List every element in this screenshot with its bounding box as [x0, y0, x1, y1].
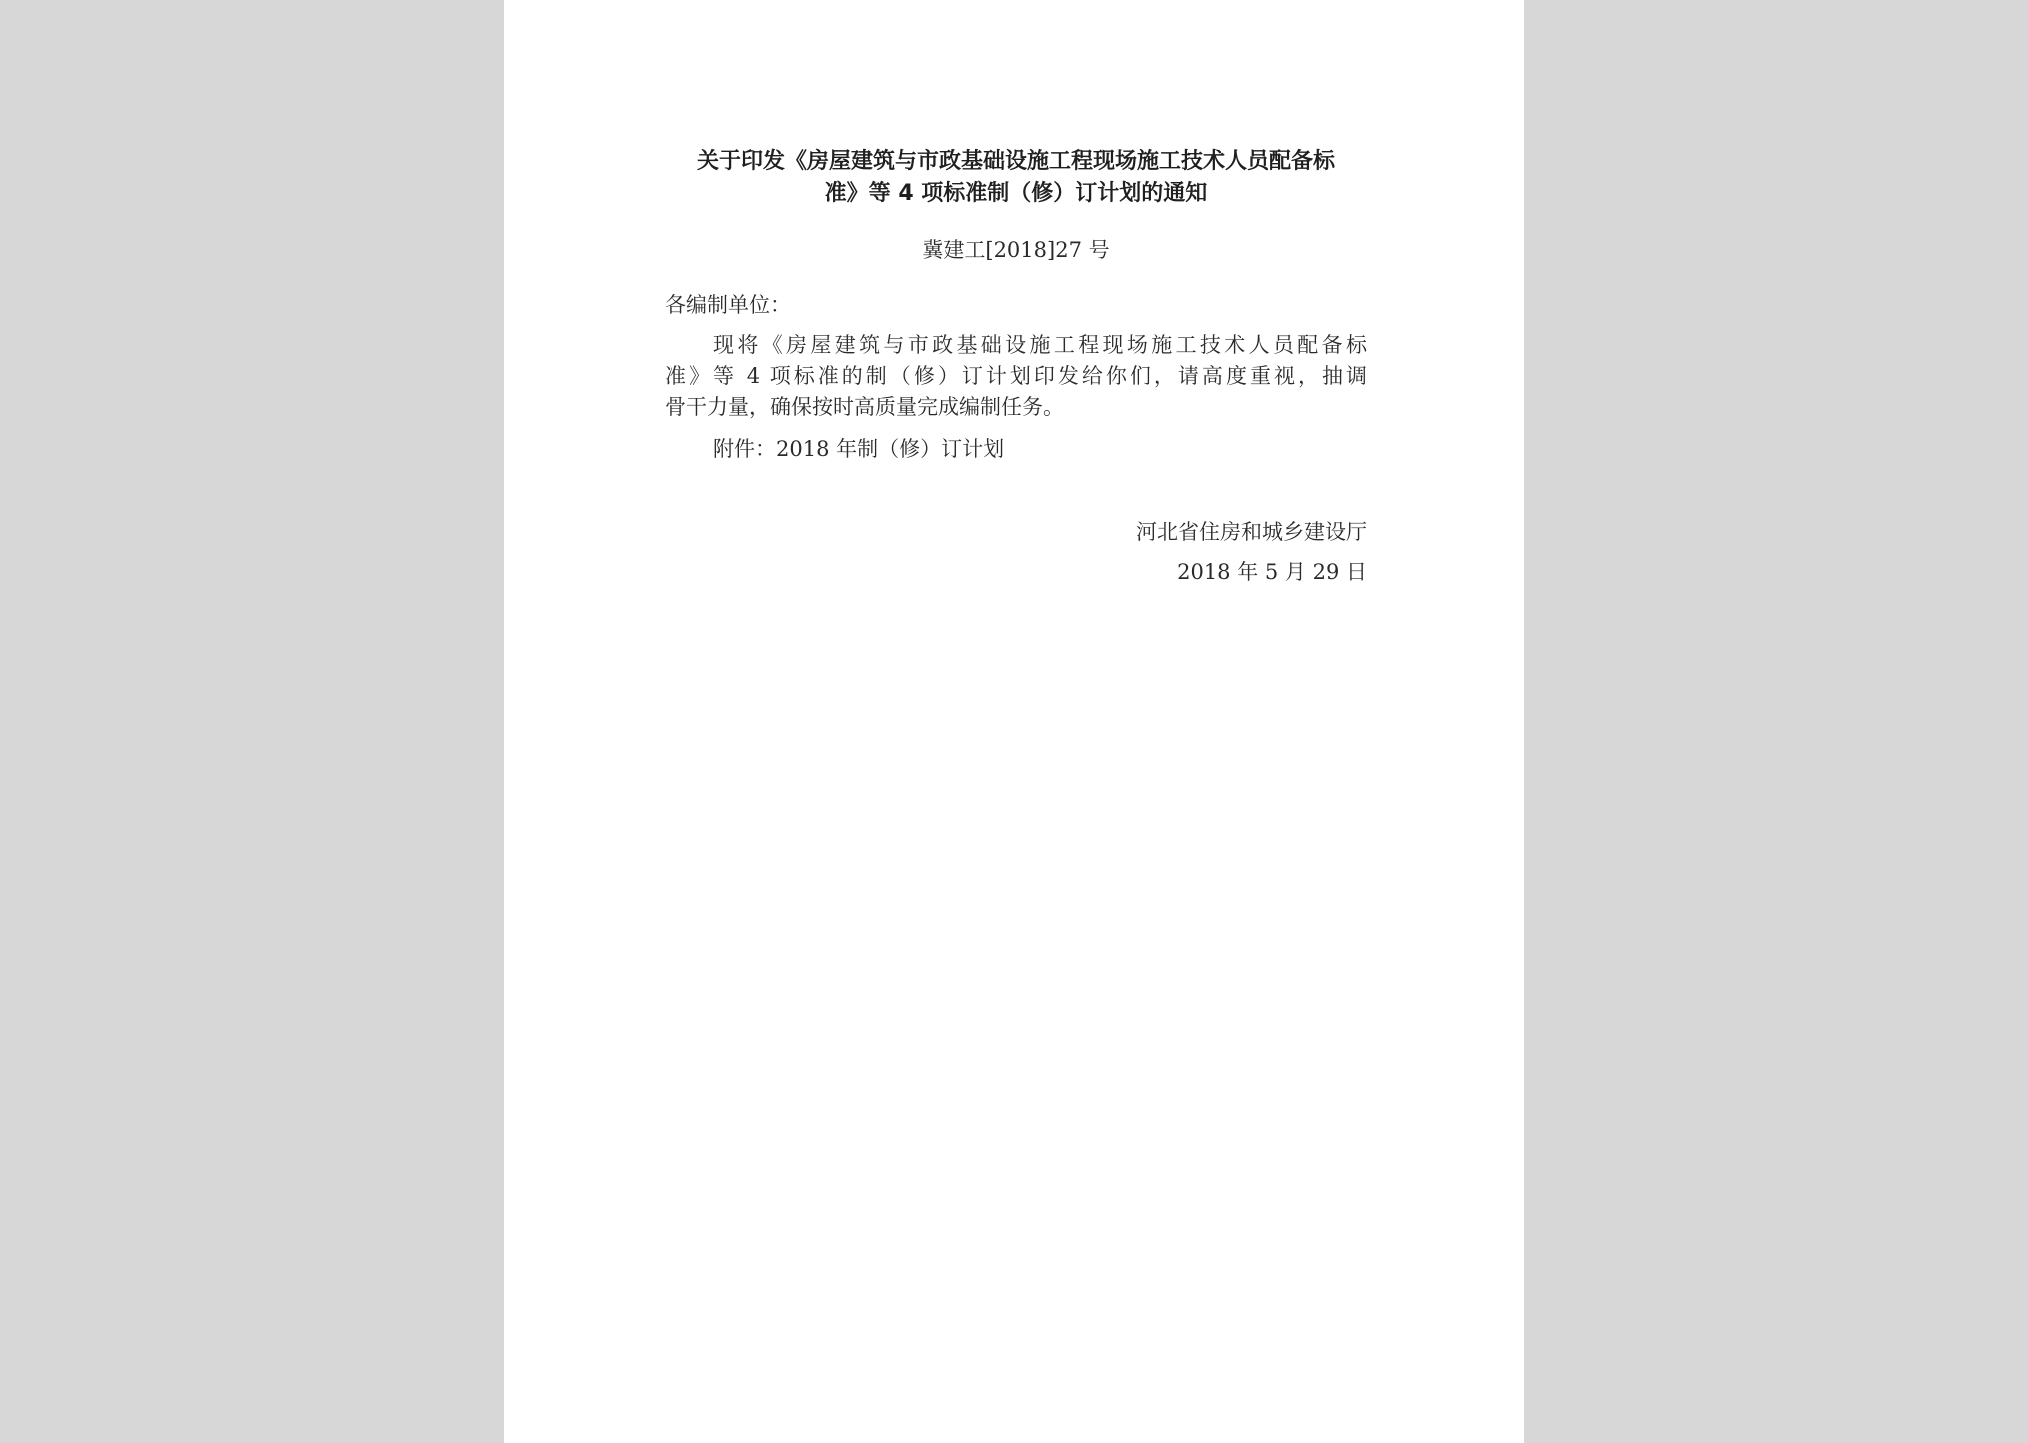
title-line-1: 关于印发《房屋建筑与市政基础设施工程现场施工技术人员配备标: [696, 149, 1335, 174]
body-paragraph: [665, 330, 1367, 423]
document-number: 冀建工[2018]27 号: [922, 238, 1110, 262]
signature-block: [1136, 512, 1367, 592]
body-line-2: 准》等 4 项标准的制（修）订计划印发给你们，请高度重视，抽调: [665, 364, 1367, 388]
title-line-2: 准》等 4 项标准制（修）订计划的通知: [824, 181, 1208, 206]
document-title: [665, 146, 1367, 210]
issue-date: 2018 年 5 月 29 日: [1177, 560, 1367, 584]
body-line-1: 现将《房屋建筑与市政基础设施工程现场施工技术人员配备标: [713, 333, 1367, 357]
issuer-name: 河北省住房和城乡建设厅: [1136, 520, 1367, 544]
document-page: [504, 0, 1524, 1443]
body-line-3: 骨干力量，确保按时高质量完成编制任务。: [665, 395, 1064, 419]
addressee: 各编制单位：: [665, 293, 791, 317]
attachment-note: 附件：2018 年制（修）订计划: [713, 437, 1005, 461]
